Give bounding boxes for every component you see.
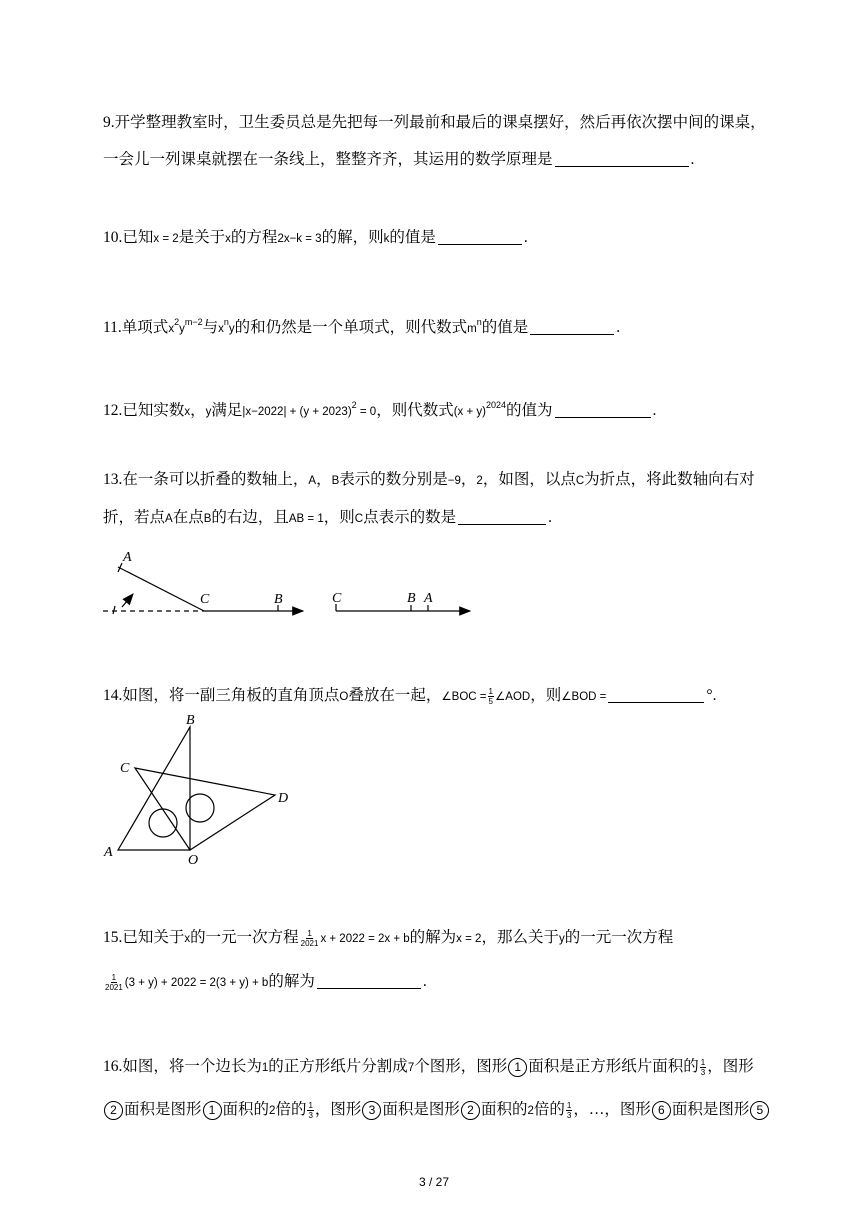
- answer-blank[interactable]: [608, 688, 704, 703]
- svg-text:A: A: [104, 845, 113, 860]
- svg-text:B: B: [186, 713, 195, 728]
- answer-blank[interactable]: [458, 510, 546, 525]
- answer-blank[interactable]: [438, 230, 522, 245]
- q15-line1: 15.已知关于x的一元一次方程 $\frac{1}{2021}$ x + 2022 = 2x + b的解为x = 2，那么关于y的一元一次方程: [103, 928, 674, 948]
- svg-text:C: C: [120, 761, 130, 776]
- q12-line: 12.已知实数x，y满足$|x-2022| + (y + 2023)^2 = 0$，则代数式$(x + y)^{2024}$的值为 .: [103, 400, 657, 419]
- hole-circle-1: [149, 809, 177, 837]
- q11-line: 11.单项式$x^2y^{m-2}$与$x^ny$的和仍然是一个单项式，则代数式$m^n$的值是 .: [103, 317, 621, 336]
- q14-line: 14.如图，将一副三角板的直角顶点O叠放在一起，∠BOC = $\frac{1}{5}$ ∠AOD，则∠BOD = °.: [103, 686, 717, 706]
- q13-line1: 13.在一条可以折叠的数轴上，A，B表示的数分别是−9，2，如图，以点C为折点，将此数轴向右对: [103, 471, 755, 488]
- q10-line: 10.已知x = 2是关于x的方程2x−k = 3的解，则k的值是 .: [103, 229, 528, 246]
- q13-line2: 折，若点A在点B的右边，且AB = 1，则C点表示的数是 .: [103, 509, 552, 526]
- answer-blank[interactable]: [555, 152, 689, 167]
- page-number: 3 / 27: [418, 1175, 450, 1189]
- q16-line1: 16.如图，将一个边长为1的正方形纸片分割成7个图形，图形 1 面积是正方形纸片面积的 $\frac{1}{3}$ ，图形: [103, 1057, 754, 1077]
- folded-ray: [118, 567, 204, 611]
- label-A2: A: [424, 591, 433, 606]
- svg-text:O: O: [188, 853, 199, 868]
- answer-blank[interactable]: [530, 320, 614, 335]
- fraction: $\frac{1}{5}$: [488, 686, 493, 706]
- label-B: B: [274, 592, 283, 607]
- svg-text:D: D: [278, 791, 289, 806]
- fraction: $\frac{1}{3}$: [566, 1100, 572, 1120]
- triangle-COD: [135, 768, 275, 850]
- label-B2: B: [407, 591, 416, 606]
- q15-line2: $\frac{1}{2021}$ (3 + y) + 2022 = 2(3 + y) + b的解为 .: [105, 972, 427, 992]
- triangle-AOB: [118, 727, 190, 850]
- fold-arrow: [122, 594, 133, 607]
- label-C: C: [200, 592, 210, 607]
- label-A: A: [123, 550, 132, 565]
- q9-line2: 一会儿一列课桌就摆在一条线上，整整齐齐，其运用的数学原理是 .: [103, 151, 695, 168]
- q13-figure: [98, 545, 478, 625]
- q16-line2: 2 面积是图形 1 面积的2倍的 $\frac{1}{3}$ ，图形 3 面积是图形 2 面积的2倍的 $\frac{1}{3}$ ，…，图形 6 面积是图形 5: [103, 1100, 770, 1121]
- fraction: $\frac{1}{3}$: [700, 1057, 706, 1077]
- label-C2: C: [332, 591, 342, 606]
- q14-figure: [100, 710, 300, 870]
- answer-blank[interactable]: [555, 403, 651, 418]
- q9-line1: 9.开学整理教室时，卫生委员总是先把每一列最前和最后的课桌摆好，然后再依次摆中间的课桌，: [103, 114, 766, 131]
- fraction: $\frac{1}{3}$: [308, 1100, 313, 1120]
- fraction: $\frac{1}{2021}$: [105, 972, 123, 992]
- answer-blank[interactable]: [317, 974, 421, 989]
- fraction: $\frac{1}{2021}$: [300, 928, 319, 948]
